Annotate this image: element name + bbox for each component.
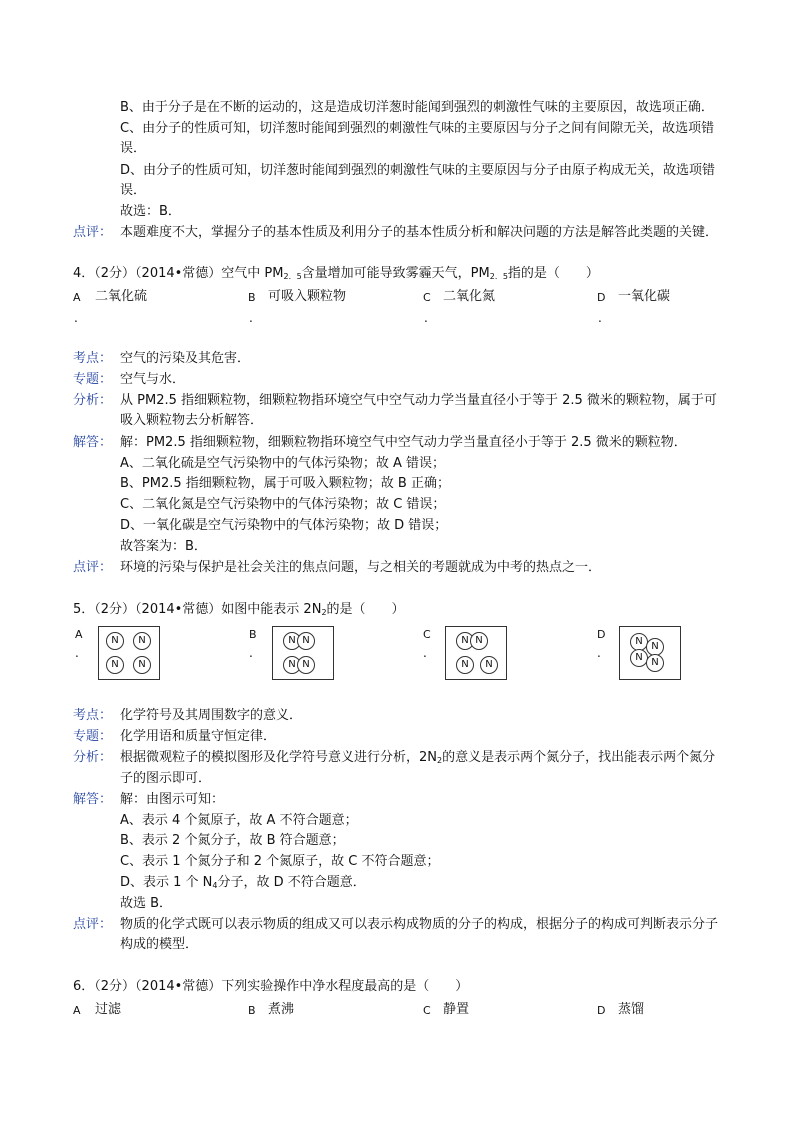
q5-option-a-diagram xyxy=(98,626,160,680)
nitrogen-atom: N xyxy=(283,632,301,650)
q3-review-label: 点评： xyxy=(73,225,113,240)
nitrogen-atom: N xyxy=(106,656,124,674)
q4-fenxi: 从 PM2.5 指细颗粒物，细颗粒物指环境空气中空气动力学当量直径小于等于 2.5 微米的颗粒物，属于可 xyxy=(120,393,717,408)
q3-option-c-explanation-cont: 误． xyxy=(120,141,147,156)
q4-fenxi-cont: 吸入颗粒物去分析解答． xyxy=(120,413,264,428)
q4-zhuanti-label: 专题： xyxy=(73,372,113,387)
q5-option-c-diagram xyxy=(445,626,507,680)
q5-jieda-line: A、表示 4 个氮原子，故 A 不符合题意； xyxy=(120,813,358,828)
q6-option-d-text: 蒸馏 xyxy=(618,1002,645,1017)
nitrogen-atom: N xyxy=(646,654,664,672)
q3-review: 本题难度不大，掌握分子的基本性质及利用分子的基本性质分析和解决问题的方法是解答此类题的关键． xyxy=(120,225,719,240)
q4-option-c-letter: C xyxy=(423,291,431,304)
q4-option-b-text: 可吸入颗粒物 xyxy=(268,289,347,304)
q4-option-a-text: 二氧化硫 xyxy=(95,289,148,304)
option-dot: . xyxy=(598,311,602,325)
q6-option-c-letter: C xyxy=(423,1004,431,1017)
q4-zhuanti: 空气与水． xyxy=(120,372,186,387)
nitrogen-atom: N xyxy=(133,656,151,674)
q5-fenxi-cont: 子的图示即可． xyxy=(120,771,212,786)
q4-option-d-text: 一氧化碳 xyxy=(618,289,671,304)
q5-stem: 5．（2分）（2014•常德）如图中能表示 $2N_2$的是（ ） xyxy=(73,602,405,617)
q5-option-b-diagram xyxy=(272,626,334,680)
q6-option-c-text: 静置 xyxy=(443,1002,470,1017)
q5-option-c-letter: C xyxy=(423,628,431,641)
q4-jieda-line: 解：PM2.5 指细颗粒物，细颗粒物指环境空气中空气动力学当量直径小于等于 2.5 微米的颗粒物． xyxy=(120,435,687,450)
option-dot: . xyxy=(249,646,253,660)
nitrogen-atom: N xyxy=(456,656,474,674)
nitrogen-atom: N xyxy=(106,632,124,650)
q5-fenxi: 根据微观粒子的模拟图形及化学符号意义进行分析，$2N_2$的意义是表示两个氮分子，找出能表示两个氮分 xyxy=(120,750,716,765)
q5-zhuanti: 化学用语和质量守恒定律． xyxy=(120,729,277,744)
q4-jieda-label: 解答： xyxy=(73,435,113,450)
q4-jieda-line: C、二氧化氮是空气污染物中的气体污染物；故 C 错误； xyxy=(120,497,446,512)
q5-option-d-diagram xyxy=(619,626,681,680)
nitrogen-atom: N xyxy=(630,649,648,667)
q4-stem: 4．（2分）（2014•常德）空气中 $PM_{2.5}$含量增加可能导致雾霾天气，$PM_{2.5}$指的是（ ） xyxy=(73,266,599,281)
q4-option-a-letter: A xyxy=(73,291,81,304)
q3-option-c-explanation: C、由分子的性质可知，切洋葱时能闻到强烈的刺激性气味的主要原因与分子之间有间隙无关，故选项错 xyxy=(120,121,715,136)
q6-stem: 6．（2分）（2014•常德）下列实验操作中净水程度最高的是（ ） xyxy=(73,979,469,994)
q3-answer: 故选：B． xyxy=(120,204,181,219)
option-dot: . xyxy=(423,646,427,660)
nitrogen-atom: N xyxy=(630,633,648,651)
nitrogen-atom: N xyxy=(470,632,488,650)
option-dot: . xyxy=(249,311,253,325)
q6-option-b-text: 煮沸 xyxy=(268,1002,295,1017)
nitrogen-atom: N xyxy=(133,632,151,650)
q5-option-d-letter: D xyxy=(597,628,606,641)
nitrogen-atom: N xyxy=(456,632,474,650)
q4-option-d-letter: D xyxy=(597,291,606,304)
q5-jieda-line: 故选 B． xyxy=(120,896,173,911)
q4-jieda-line: 故答案为：B． xyxy=(120,539,207,554)
q4-dianping: 环境的污染与保护是社会关注的焦点问题，与之相关的考题就成为中考的热点之一． xyxy=(120,560,602,575)
q6-option-b-letter: B xyxy=(248,1004,256,1017)
q4-kaodian-label: 考点： xyxy=(73,351,113,366)
q4-jieda-line: A、二氧化硫是空气污染物中的气体污染物；故 A 错误； xyxy=(120,456,446,471)
q4-option-b-letter: B xyxy=(248,291,256,304)
q6-option-a-text: 过滤 xyxy=(95,1002,122,1017)
q5-jieda-line: B、表示 2 个氮分子，故 B 符合题意； xyxy=(120,833,345,848)
nitrogen-atom: N xyxy=(297,632,315,650)
q5-jieda-line: 解：由图示可知： xyxy=(120,792,225,807)
q4-option-c-text: 二氧化氮 xyxy=(443,289,496,304)
nitrogen-atom: N xyxy=(480,656,498,674)
q4-dianping-label: 点评： xyxy=(73,560,113,575)
q5-dianping-label: 点评： xyxy=(73,917,113,932)
nitrogen-atom: N xyxy=(297,656,315,674)
q3-option-d-explanation-cont: 误． xyxy=(120,183,147,198)
q4-kaodian: 空气的污染及其危害． xyxy=(120,351,251,366)
q3-option-b-explanation: B、由于分子是在不断的运动的，这是造成切洋葱时能闻到强烈的刺激性气味的主要原因，故选项正确． xyxy=(120,100,714,115)
q5-jieda-line: D、表示 1 个 $N_4$分子，故 D 不符合题意． xyxy=(120,875,366,890)
q5-option-b-letter: B xyxy=(249,628,257,641)
option-dot: . xyxy=(597,646,601,660)
q4-jieda-line: B、PM2.5 指细颗粒物，属于可吸入颗粒物；故 B 正确； xyxy=(120,476,450,491)
q5-kaodian: 化学符号及其周围数字的意义． xyxy=(120,708,303,723)
q3-option-d-explanation: D、由分子的性质可知，切洋葱时能闻到强烈的刺激性气味的主要原因与分子由原子构成无关，故选项错 xyxy=(120,163,716,178)
option-dot: . xyxy=(74,311,78,325)
q5-fenxi-label: 分析： xyxy=(73,750,113,765)
q5-dianping-cont: 构成的模型． xyxy=(120,937,199,952)
option-dot: . xyxy=(424,311,428,325)
q6-option-a-letter: A xyxy=(73,1004,81,1017)
q5-option-a-letter: A xyxy=(75,628,83,641)
q5-jieda-line: C、表示 1 个氮分子和 2 个氮原子，故 C 不符合题意； xyxy=(120,854,440,869)
q5-kaodian-label: 考点： xyxy=(73,708,113,723)
nitrogen-atom: N xyxy=(283,656,301,674)
q5-zhuanti-label: 专题： xyxy=(73,729,113,744)
q5-dianping: 物质的化学式既可以表示物质的组成又可以表示构成物质的分子的构成，根据分子的构成可判断表示分子 xyxy=(120,917,719,932)
nitrogen-atom: N xyxy=(646,638,664,656)
q4-jieda-line: D、一氧化碳是空气污染物中的气体污染物；故 D 错误； xyxy=(120,518,448,533)
q5-jieda-label: 解答： xyxy=(73,792,113,807)
q6-option-d-letter: D xyxy=(597,1004,606,1017)
q4-fenxi-label: 分析： xyxy=(73,393,113,408)
option-dot: . xyxy=(75,646,79,660)
